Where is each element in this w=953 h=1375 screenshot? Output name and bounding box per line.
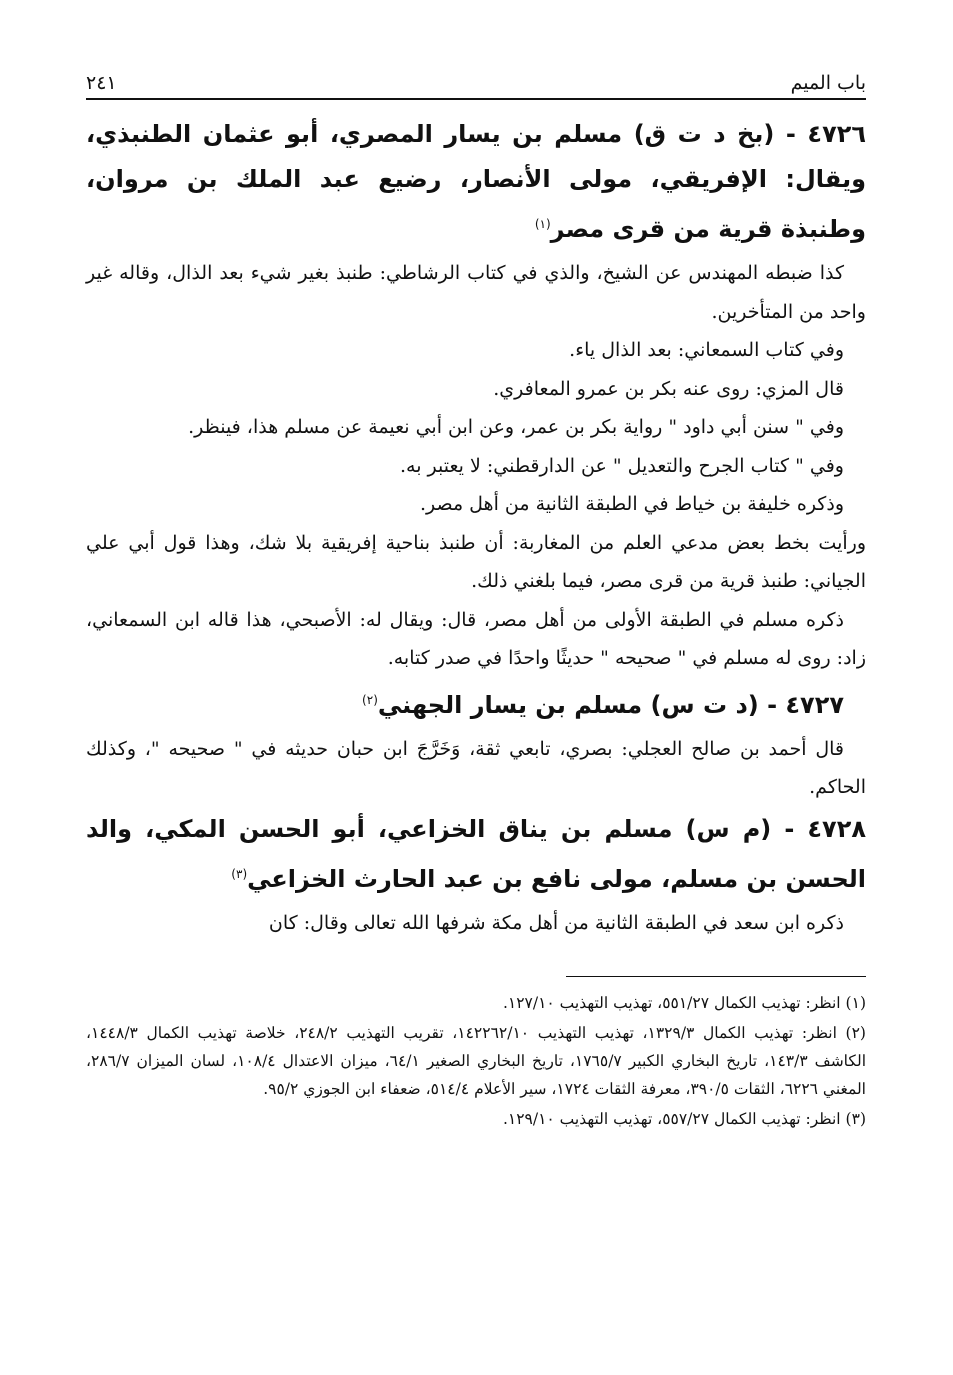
entry-heading-4728 [86,807,866,902]
paragraph: قال أحمد بن صالح العجلي: بصري، تابعي ثقة، وَخَرَّجَ ابن حبان حديثه في " صحيحه "، وكذلك الحاكم. [86,737,866,798]
paragraph: ذكره ابن سعد في الطبقة الثانية من أهل مكة شرفها الله تعالى وقال: كان [268,911,844,934]
paragraph: وذكره خليفة بن خياط في الطبقة الثانية من أهل مصر. [419,493,844,515]
paragraph: قال المزي: روى عنه بكر بن عمرو المعافري. [493,377,844,400]
footnote-2 [86,1019,866,1103]
paragraph: وفي " كتاب الجرح والتعديل " عن الدارقطني: لا يعتبر به. [400,454,844,477]
entry-heading-4726 [86,112,866,252]
entry-number: ٤٧٢٧ [785,690,844,719]
footnote-number: (١) [845,994,866,1012]
running-head [86,60,866,100]
footnote-marker[interactable]: (١) [534,217,551,231]
footnote-number: (٢) [845,1024,866,1042]
book-page [86,60,866,1135]
footnote-marker[interactable]: (٣) [231,866,248,881]
entry-title: - (م س) مسلم بن يناق الخزاعي، أبو الحسن المكي، والد الحسن بن مسلم، مولى نافع بن عبد الحارث الخزاعي [86,814,866,893]
footnote-text: انظر: تهذيب الكمال ٥٥١/٢٧، تهذيب التهذيب ١٢٧/١٠. [502,994,841,1012]
main-text [86,112,866,942]
entry-title: - (بخ د ت ق) مسلم بن يسار المصري، أبو عثمان الطنبذي، ويقال: الإفريقي، مولى الأنصار، رضيع عبد الملك بن مروان، وطنبذة قرية من قرى مصر [86,120,866,243]
entry-number: ٤٧٢٦ [807,120,867,148]
entry-heading-4727 [86,678,866,728]
page-number: ٢٤١ [86,72,117,94]
entry-title: - (د ت س) مسلم بن يسار الجهني [377,690,778,719]
footnote-text: انظر: تهذيب الكمال ١٣٢٩/٣، تهذيب التهذيب ١٤٢٢٦٢/١٠، تقريب التهذيب ٢٤٨/٢، خلاصة تهذيب الكمال ١٤٤٨/٣، الكاشف ١٤٣/٣، تاريخ البخاري الكبير ١٧٦٥/٧، تاريخ البخاري الصغير ٦٤/١، ميزان الاعتدال ١٠٨/٤، لسان الميزان ٢٨٦/٧، المغني ٦٢٢٦، الثقات ٣٩٠/٥، معرفة الثقات ١٧٢٤، سير الأعلام ٥١٤/٤، ضعفاء ابن الجوزي ٩٥/٢. [86,1024,866,1098]
footnote-1 [86,989,866,1017]
footnote-marker[interactable]: (٢) [362,692,378,707]
footnote-3 [86,1105,866,1133]
footnotes [86,989,866,1133]
entry-number: ٤٧٢٨ [807,814,866,843]
paragraph: وفي " سنن أبي داود " رواية بكر بن عمر، وعن ابن أبي نعيمة عن مسلم هذا، فينظر. [188,416,844,438]
paragraph: ورأيت بخط بعض مدعي العلم من المغاربة: أن طنبذ بناحية إفريقية بلا شك، وهذا قول أبي علي الجياني: طنبذ قرية من قرى مصر، فيما بلغني ذلك. [86,531,866,592]
paragraph: وفي كتاب السمعاني: بعد الذال ياء. [569,339,844,361]
paragraph: كذا ضبطه المهندس عن الشيخ، والذي في كتاب الرشاطي: طنبذ بغير شيء بعد الذال، وقاله غير واحد من المتأخرين. [86,262,866,323]
chapter-title: باب الميم [790,72,866,94]
footnote-number: (٣) [845,1110,866,1128]
footnote-separator [566,976,866,977]
paragraph: ذكره مسلم في الطبقة الأولى من أهل مصر، قال: ويقال له: الأصبحي، هذا قاله ابن السمعاني، زاد: روى له مسلم في " صحيحه " حديثًا واحدًا في صدر كتابه. [86,608,866,669]
footnote-text: انظر: تهذيب الكمال ٥٥٧/٢٧، تهذيب التهذيب ١٢٩/١٠. [502,1110,841,1128]
